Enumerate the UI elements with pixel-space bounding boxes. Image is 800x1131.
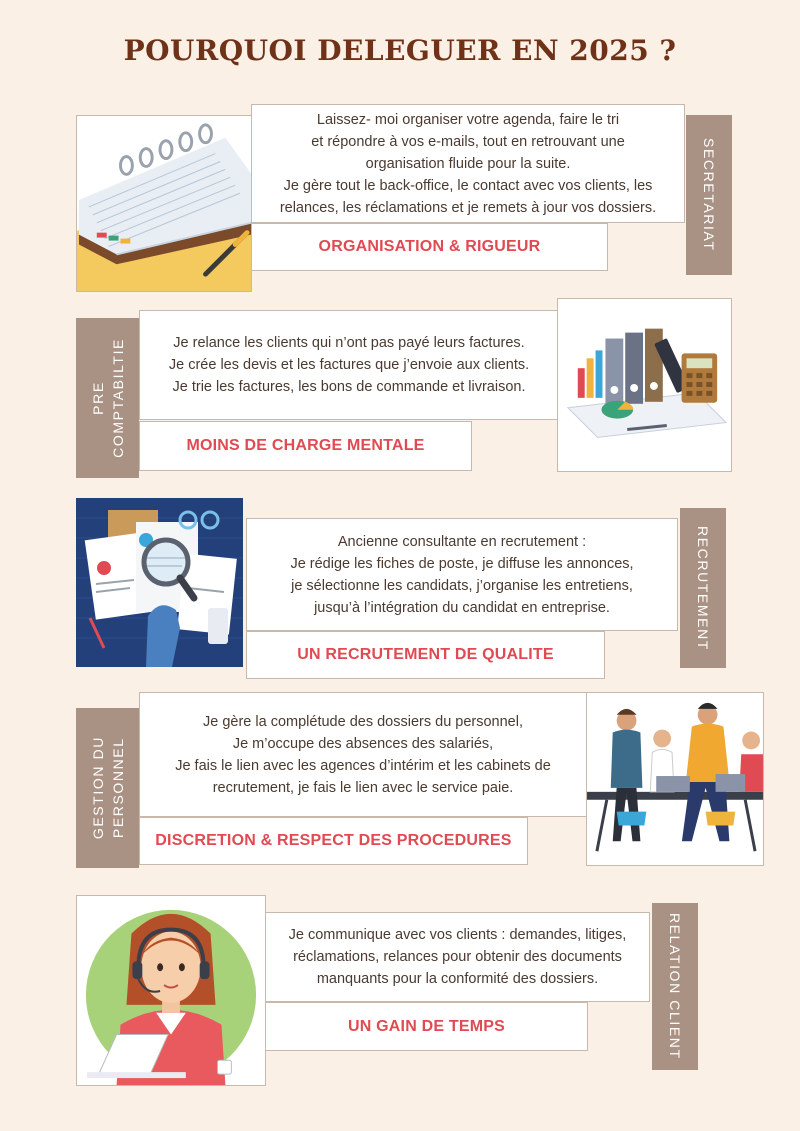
description-line: Je communique avec vos clients : demandes, litiges, [288, 927, 627, 943]
gestion-personnel-description [139, 692, 587, 817]
description-line: Je gère la complétude des dossiers du personnel, [203, 713, 523, 730]
description-line: manquants pour la conformité des dossiers. [316, 971, 599, 987]
gestion-personnel-label [76, 708, 139, 868]
description-line: Je m’occupe des absences des salariés, [232, 735, 494, 752]
recruitment-magnifier-illustration [76, 498, 243, 667]
recrutement-description [246, 518, 678, 631]
description-line: Je fais le lien avec les agences d’intérim et les cabinets de [175, 757, 551, 774]
description-line: Ancienne consultante en recrutement : [337, 533, 587, 550]
description-line: Je rédige les fiches de poste, je diffuse les annonces, [290, 555, 634, 572]
label-line: RELATION CLIENT [667, 913, 683, 1060]
label-line: PRE [89, 381, 106, 415]
team-meeting-illustration [586, 692, 764, 866]
customer-service-agent-illustration [76, 895, 266, 1086]
recrutement-tagline: UN RECRUTEMENT DE QUALITE [246, 631, 605, 679]
label-line: GESTION DU [89, 736, 106, 840]
pre-comptabilite-label [76, 318, 139, 478]
description-line: relances, les réclamations et je remets à jour vos dossiers. [279, 199, 657, 216]
recrutement-label [680, 508, 726, 668]
relation-client-description [265, 912, 650, 1002]
description-line: recrutement, je fais le lien avec le service paie. [212, 779, 514, 796]
accounting-binders-illustration [557, 298, 732, 472]
relation-client-tagline: UN GAIN DE TEMPS [265, 1002, 588, 1051]
pre-comptabilite-description [139, 310, 559, 420]
label-line: COMPTABILTIE [109, 338, 126, 458]
label-line: PERSONNEL [109, 737, 126, 839]
label-line: RECRUTEMENT [695, 525, 711, 651]
description-line: et répondre à vos e-mails, tout en retrouvant une [311, 133, 625, 150]
description-line: Laissez- moi organiser votre agenda, faire le tri [316, 111, 620, 128]
description-line: Je crée les devis et les factures que j’envoie aux clients. [168, 357, 530, 373]
description-line: réclamations, relances pour obtenir des documents [293, 949, 622, 965]
description-line: Je gère tout le back-office, le contact avec vos clients, les [283, 177, 653, 194]
secretariat-description [251, 104, 685, 223]
secretariat-label [686, 115, 732, 275]
description-line: jusqu’à l’intégration du candidat en entreprise. [314, 599, 610, 616]
secretariat-tagline: ORGANISATION & RIGUEUR [251, 223, 608, 271]
pre-comptabilite-tagline: MOINS DE CHARGE MENTALE [139, 421, 472, 471]
page-title: POURQUOI DELEGUER EN 2025 ? [123, 34, 677, 67]
agenda-notebook-illustration [76, 115, 252, 292]
label-line: SECRETARIAT [701, 138, 717, 252]
gestion-personnel-tagline: DISCRETION & RESPECT DES PROCEDURES [139, 817, 528, 865]
description-line: Je relance les clients qui n’ont pas payé leurs factures. [173, 335, 525, 351]
relation-client-label [652, 903, 698, 1070]
description-line: organisation fluide pour la suite. [365, 155, 571, 172]
description-line: Je trie les factures, les bons de commande et livraison. [172, 379, 526, 395]
description-line: je sélectionne les candidats, j’organise les entretiens, [291, 577, 633, 594]
